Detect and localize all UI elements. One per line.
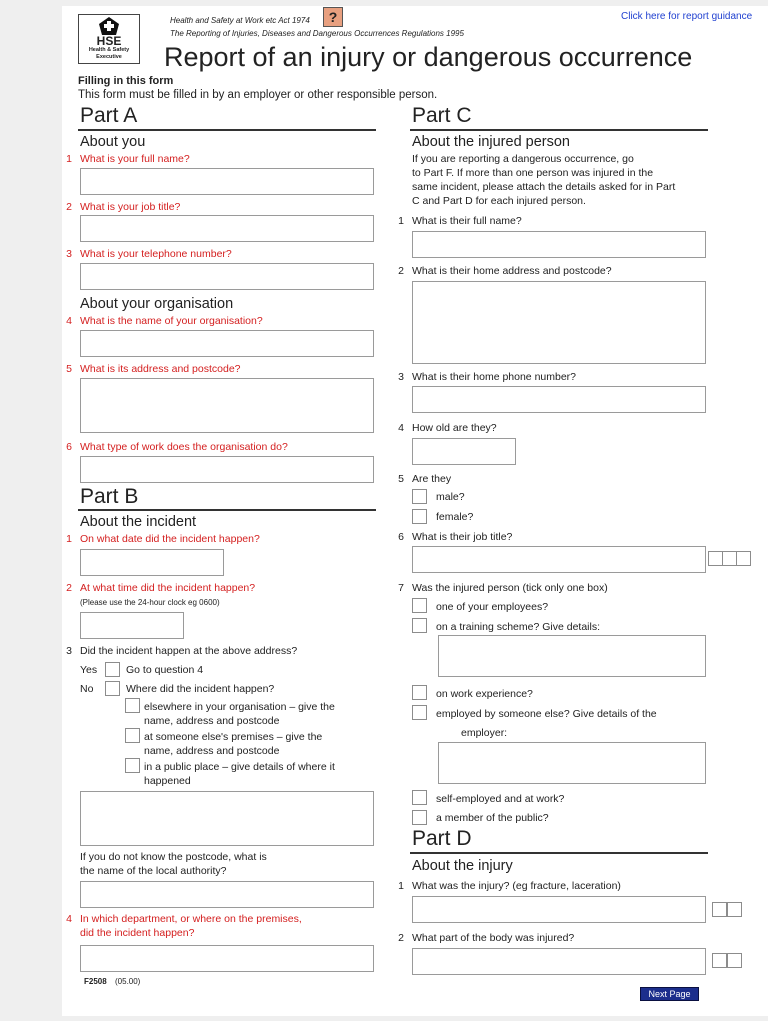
a-q3-label: What is your telephone number? bbox=[80, 248, 232, 260]
self-employed-checkbox[interactable] bbox=[412, 790, 427, 805]
someone-else-line2: name, address and postcode bbox=[144, 745, 280, 757]
part-b-title: Part B bbox=[80, 485, 139, 508]
no-checkbox[interactable] bbox=[105, 681, 120, 696]
training-scheme-label: on a training scheme? Give details: bbox=[436, 621, 601, 633]
postcode-line2: the name of the local authority? bbox=[80, 865, 227, 877]
organisation-address-input[interactable] bbox=[80, 378, 374, 433]
c-q2-num: 2 bbox=[398, 265, 404, 277]
member-public-label: a member of the public? bbox=[436, 812, 549, 824]
c-q4-num: 4 bbox=[398, 422, 404, 434]
hse-logo-abbr: HSE bbox=[96, 34, 122, 48]
part-a-title: Part A bbox=[80, 104, 138, 127]
part-c-intro-4: C and Part D for each injured person. bbox=[412, 195, 586, 207]
c-q1-label: What is their full name? bbox=[412, 215, 522, 227]
b-q4-line2: did the incident happen? bbox=[80, 927, 195, 939]
someone-else-line1: at someone else's premises – give the bbox=[144, 731, 323, 743]
injured-age-input[interactable] bbox=[412, 438, 516, 465]
part-a-rule bbox=[78, 129, 376, 131]
a-q4-num: 4 bbox=[66, 315, 72, 327]
organisation-name-input[interactable] bbox=[80, 330, 374, 357]
work-type-input[interactable] bbox=[80, 456, 374, 483]
c-q4-label: How old are they? bbox=[412, 422, 497, 434]
employed-else-label: employed by someone else? Give details of the bbox=[436, 708, 657, 720]
employee-checkbox[interactable] bbox=[412, 598, 427, 613]
b-q1-num: 1 bbox=[66, 533, 72, 545]
c-q1-num: 1 bbox=[398, 215, 404, 227]
next-page-label: Next Page bbox=[648, 989, 691, 999]
local-authority-input[interactable] bbox=[80, 881, 374, 908]
female-checkbox[interactable] bbox=[412, 509, 427, 524]
employed-else-checkbox[interactable] bbox=[412, 705, 427, 720]
c-q7-label: Was the injured person (tick only one box) bbox=[412, 582, 608, 594]
form-date: (05.00) bbox=[115, 977, 141, 986]
b-q1-label: On what date did the incident happen? bbox=[80, 533, 260, 545]
hse-emblem-icon bbox=[99, 17, 119, 35]
d-q2-label: What part of the body was injured? bbox=[412, 932, 575, 944]
injured-address-input[interactable] bbox=[412, 281, 706, 364]
no-where-label: Where did the incident happen? bbox=[126, 683, 275, 695]
job-code-cell-1[interactable] bbox=[708, 551, 723, 566]
help-button[interactable] bbox=[323, 7, 343, 27]
b-q4-line1: In which department, or where on the premises, bbox=[80, 913, 302, 925]
a-q2-label: What is your job title? bbox=[80, 201, 181, 213]
about-org-heading: About your organisation bbox=[80, 296, 234, 312]
a-q6-label: What type of work does the organisation do? bbox=[80, 441, 288, 453]
a-q1-num: 1 bbox=[66, 153, 72, 165]
yes-label: Yes bbox=[80, 664, 98, 676]
injured-job-title-input[interactable] bbox=[412, 546, 706, 573]
elsewhere-org-line1: elsewhere in your organisation – give the bbox=[144, 701, 335, 713]
c-q5-label: Are they bbox=[412, 473, 452, 485]
b-q2-hint: (Please use the 24-hour clock eg 0600) bbox=[80, 598, 220, 607]
incident-time-input[interactable] bbox=[80, 612, 184, 639]
d-q1-label: What was the injury? (eg fracture, laceration) bbox=[412, 880, 621, 892]
yes-goto-label: Go to question 4 bbox=[126, 664, 204, 676]
no-label: No bbox=[80, 683, 94, 695]
public-place-checkbox[interactable] bbox=[125, 758, 140, 773]
part-d-title: Part D bbox=[412, 827, 472, 850]
training-details-input[interactable] bbox=[438, 635, 706, 677]
form-code: F2508 bbox=[84, 977, 107, 986]
department-input[interactable] bbox=[80, 945, 374, 972]
employee-label: one of your employees? bbox=[436, 601, 549, 613]
about-injured-heading: About the injured person bbox=[412, 134, 570, 150]
act-line-1: Health and Safety at Work etc Act 1974 bbox=[170, 16, 310, 25]
someone-else-premises-checkbox[interactable] bbox=[125, 728, 140, 743]
member-public-checkbox[interactable] bbox=[412, 810, 427, 825]
part-d-rule bbox=[410, 852, 708, 854]
part-c-rule bbox=[410, 129, 708, 131]
self-employed-label: self-employed and at work? bbox=[436, 793, 565, 805]
body-part-input[interactable] bbox=[412, 948, 706, 975]
yes-checkbox[interactable] bbox=[105, 662, 120, 677]
d-q2-num: 2 bbox=[398, 932, 404, 944]
report-guidance-link[interactable]: Click here for report guidance bbox=[621, 11, 753, 22]
job-title-input[interactable] bbox=[80, 215, 374, 242]
male-checkbox[interactable] bbox=[412, 489, 427, 504]
c-q7-num: 7 bbox=[398, 582, 404, 594]
a-q6-num: 6 bbox=[66, 441, 72, 453]
work-experience-checkbox[interactable] bbox=[412, 685, 427, 700]
elsewhere-org-line2: name, address and postcode bbox=[144, 715, 280, 727]
d-q1-num: 1 bbox=[398, 880, 404, 892]
about-you-heading: About you bbox=[80, 134, 146, 150]
part-c-title: Part C bbox=[412, 104, 472, 127]
b-q3-num: 3 bbox=[66, 645, 72, 657]
page-title: Report of an injury or dangerous occurrence bbox=[164, 42, 693, 72]
next-page-button[interactable] bbox=[640, 987, 699, 1001]
c-q5-num: 5 bbox=[398, 473, 404, 485]
a-q1-label: What is your full name? bbox=[80, 153, 190, 165]
b-q4-num: 4 bbox=[66, 913, 72, 925]
injured-full-name-input[interactable] bbox=[412, 231, 706, 258]
a-q5-num: 5 bbox=[66, 363, 72, 375]
job-code-cell-2[interactable] bbox=[722, 551, 737, 566]
about-incident-heading: About the incident bbox=[80, 514, 197, 530]
elsewhere-org-checkbox[interactable] bbox=[125, 698, 140, 713]
filling-heading: Filling in this form bbox=[78, 75, 174, 87]
about-injury-heading: About the injury bbox=[412, 858, 513, 874]
incident-date-input[interactable] bbox=[80, 549, 224, 576]
a-q3-num: 3 bbox=[66, 248, 72, 260]
incident-location-input[interactable] bbox=[80, 791, 374, 846]
a-q2-num: 2 bbox=[66, 201, 72, 213]
c-q6-num: 6 bbox=[398, 531, 404, 543]
hse-logo-line1: Health & Safety bbox=[88, 47, 130, 53]
work-experience-label: on work experience? bbox=[436, 688, 533, 700]
c-q3-num: 3 bbox=[398, 371, 404, 383]
filling-text: This form must be filled in by an employer or other responsible person. bbox=[78, 89, 438, 101]
part-c-intro-2: to Part F. If more than one person was injured in the bbox=[412, 167, 654, 179]
b-q2-num: 2 bbox=[66, 582, 72, 594]
b-q2-label: At what time did the incident happen? bbox=[80, 582, 256, 594]
part-c-intro-1: If you are reporting a dangerous occurrence, go bbox=[412, 153, 634, 165]
postcode-line1: If you do not know the postcode, what is bbox=[80, 851, 267, 863]
part-b-rule bbox=[78, 509, 376, 511]
injury-code-cell-1[interactable] bbox=[712, 902, 727, 917]
act-line-2: The Reporting of Injuries, Diseases and Dangerous Occurrences Regulations 1995 bbox=[170, 29, 464, 38]
c-q6-label: What is their job title? bbox=[412, 531, 513, 543]
telephone-input[interactable] bbox=[80, 263, 374, 290]
public-place-line2: happened bbox=[144, 775, 191, 787]
employer-label: employer: bbox=[461, 727, 508, 739]
male-label: male? bbox=[436, 491, 465, 503]
hse-logo bbox=[78, 14, 140, 64]
public-place-line1: in a public place – give details of where it bbox=[144, 761, 335, 773]
help-icon: ? bbox=[328, 9, 338, 25]
full-name-input[interactable] bbox=[80, 168, 374, 195]
body-part-code-cell-2[interactable] bbox=[727, 953, 742, 968]
c-q3-label: What is their home phone number? bbox=[412, 371, 577, 383]
job-code-cell-3[interactable] bbox=[736, 551, 751, 566]
a-q4-label: What is the name of your organisation? bbox=[80, 315, 263, 327]
a-q5-label: What is its address and postcode? bbox=[80, 363, 241, 375]
body-part-code-cell-1[interactable] bbox=[712, 953, 727, 968]
part-c-intro-3: same incident, please attach the details asked for in Part bbox=[412, 181, 676, 193]
b-q3-label: Did the incident happen at the above address? bbox=[80, 645, 298, 657]
employer-details-input[interactable] bbox=[438, 742, 706, 784]
injury-type-input[interactable] bbox=[412, 896, 706, 923]
training-scheme-checkbox[interactable] bbox=[412, 618, 427, 633]
hse-logo-line2: Executive bbox=[96, 54, 122, 60]
injured-phone-input[interactable] bbox=[412, 386, 706, 413]
injury-code-cell-2[interactable] bbox=[727, 902, 742, 917]
c-q2-label: What is their home address and postcode? bbox=[412, 265, 612, 277]
female-label: female? bbox=[436, 511, 474, 523]
